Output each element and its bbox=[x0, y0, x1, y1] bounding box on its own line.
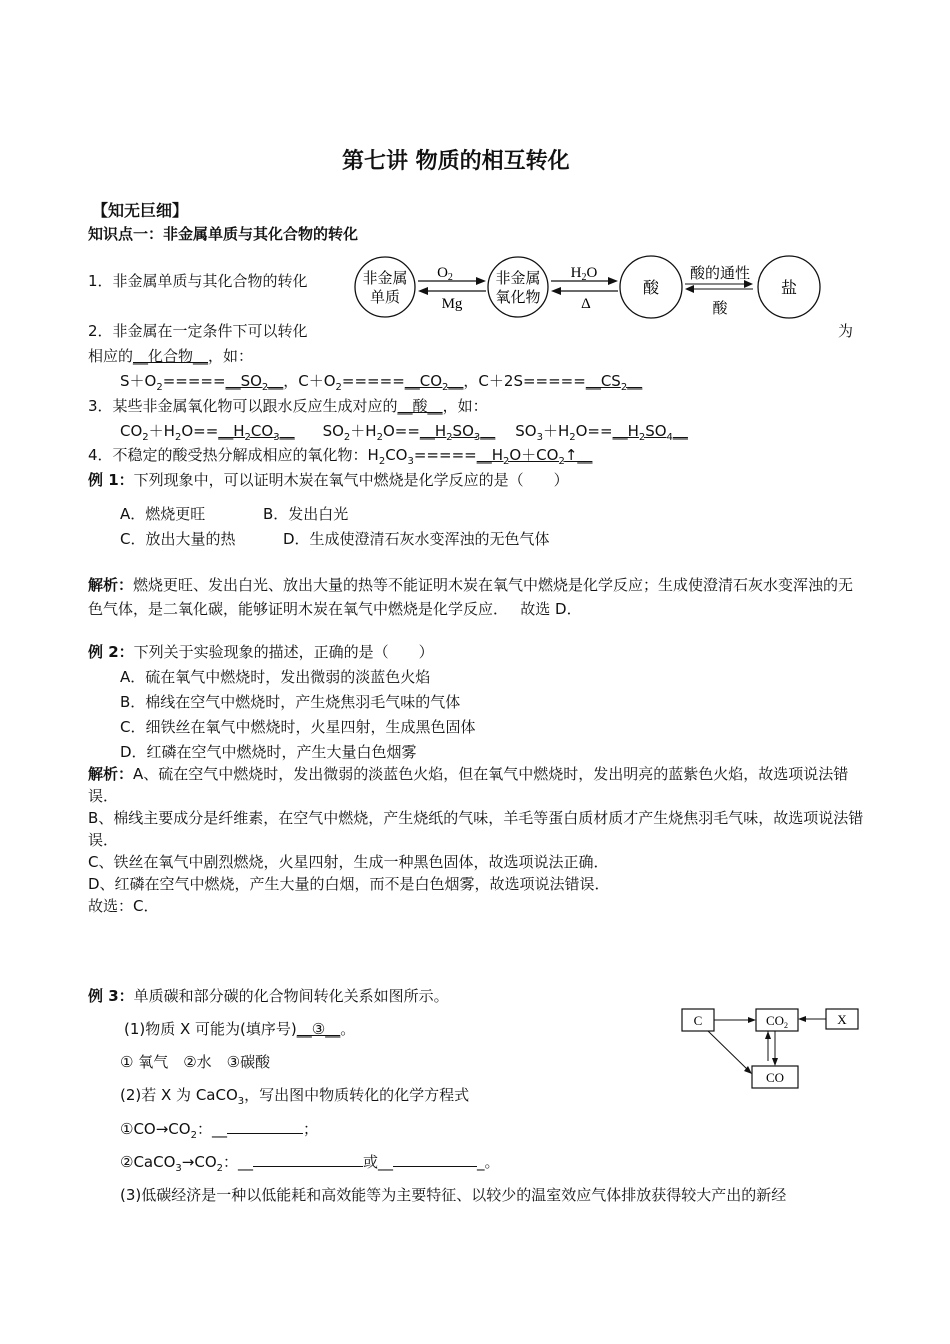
example-3-question: 例 3：单质碳和部分碳的化合物间转化关系如图所示。 bbox=[88, 987, 449, 1005]
box-label: C bbox=[693, 1013, 703, 1028]
box-label: $CO_2$ bbox=[765, 1013, 789, 1030]
node-label: 非金属 bbox=[362, 269, 408, 287]
conversion-diagram bbox=[352, 253, 827, 323]
example-2-question: 例 2：下列关于实验现象的描述，正确的是（ ） bbox=[88, 643, 434, 661]
item-2-text: 2．非金属在一定条件下可以转化 bbox=[88, 322, 308, 340]
ex3-part-2: (2)若 X 为 CaCO$_3$，写出图中物质转化的化学方程式 bbox=[120, 1086, 470, 1107]
ex3-options: ① 氧气 ②水 ③碳酸 bbox=[120, 1053, 271, 1071]
option-b: B．棉线在空气中燃烧时，产生烧焦羽毛气味的气体 bbox=[120, 693, 461, 711]
answer-blank[interactable] bbox=[393, 1152, 477, 1167]
answer-h2so4: $\_\_H_2SO_4\_\_$ bbox=[612, 422, 688, 443]
option-c: C．细铁丝在氧气中燃烧时，火星四射，生成黑色固体 bbox=[120, 718, 476, 736]
knowledge-point-title: 知识点一：非金属单质与其化合物的转化 bbox=[88, 225, 359, 243]
example-2-solution bbox=[88, 763, 868, 917]
equations-row-2: $CO_2+H_2O==\_\_H_2CO_3\_\_$ $SO_2+H_2O==\_\_H_2SO_3\_\_$ $SO_3+H_2O==\_\_H_2SO_4\_\_$ bbox=[120, 422, 688, 443]
edge-label-o2: $O_2$ bbox=[437, 265, 453, 283]
item-2-continuation bbox=[88, 346, 253, 366]
edge-label-mg: Mg bbox=[441, 296, 463, 312]
solution-b: B、棉线主要成分是纤维素，在空气中燃烧，产生烧纸的气味，羊毛等蛋白质材质才产生烧焦羽毛气味，故选项说法错误． bbox=[88, 809, 864, 849]
edge-label-h2o: $H_2O$ bbox=[570, 265, 598, 283]
answer-co2: $\_\_CO_2\_\_$ bbox=[404, 372, 464, 393]
section-heading: 【知无巨细】 bbox=[92, 201, 189, 220]
solution-c: C、铁丝在氧气中剧烈燃烧，火星四射，生成一种黑色固体，故选项说法正确． bbox=[88, 853, 609, 871]
edge-label-heat: Δ bbox=[581, 296, 591, 312]
answer-h2co3: $\_\_H_2CO_3\_\_$ bbox=[218, 422, 295, 443]
edge-label-acid-property: 酸的通性 bbox=[689, 264, 751, 282]
answer-blank[interactable] bbox=[253, 1152, 363, 1167]
page-title: 第七讲 物质的相互转化 bbox=[342, 149, 570, 174]
node-nonmetal-oxide bbox=[488, 257, 548, 317]
edge-label-acid: 酸 bbox=[712, 299, 728, 317]
item-2-tail: 为 bbox=[838, 322, 854, 340]
box-label: X bbox=[837, 1012, 847, 1027]
node-label: 非金属 bbox=[495, 269, 541, 287]
text: 相应的 bbox=[88, 347, 134, 365]
node-label: 酸 bbox=[642, 278, 660, 297]
answer-compound: __化合物__ bbox=[133, 347, 209, 365]
box-label: CO bbox=[765, 1070, 785, 1085]
node-label: 盐 bbox=[780, 278, 798, 297]
option-d: D．红磷在空气中燃烧时，产生大量白色烟雾 bbox=[120, 743, 417, 761]
solution-d: D、红磷在空气中燃烧，产生大量的白烟，而不是白色烟雾，故选项说法错误． bbox=[88, 875, 610, 893]
answer-h2o-co2: $\_\_H_2O+CO_2↑\_\_$ bbox=[476, 446, 593, 467]
ex3-part-3: (3)低碳经济是一种以低能耗和高效能等为主要特征、以较少的温室效应气体排放获得较大产出的新经 bbox=[120, 1186, 787, 1204]
solution-answer: 故选：C． bbox=[88, 897, 159, 915]
ex3-reaction-2: $②CaCO_3\to CO_2$：__ 或__ _。 bbox=[120, 1153, 500, 1174]
item-4-text: 4．不稳定的酸受热分解成相应的氧化物：$H_2CO_3=====\_\_H_2O+CO_2↑\_\_$ bbox=[88, 446, 593, 467]
example-1-solution: 解析：燃烧更旺、发出白光、放出大量的热等不能证明木炭在氧气中燃烧是化学反应；生成使澄清石灰水变浑浊的无色气体，是二氧化碳，能够证明木炭在氧气中燃烧是化学反应． 故选 D． bbox=[88, 576, 854, 618]
carbon-conversion-diagram bbox=[680, 1005, 862, 1093]
option-a: A．硫在氧气中燃烧时，发出微弱的淡蓝色火焰 bbox=[120, 668, 431, 686]
item-1-text: 1．非金属单质与其化合物的转化 bbox=[88, 272, 308, 290]
node-label: 单质 bbox=[369, 288, 401, 306]
text: ，如： bbox=[208, 347, 254, 365]
answer-so2: $\_\_SO_2\_\_$ bbox=[225, 372, 284, 393]
answer-blank[interactable] bbox=[227, 1119, 303, 1134]
equations-row-1: $S+O_2=====\_\_SO_2\_\_$，$C+O_2=====\_\_CO_2\_\_$，$C+2S=====\_\_CS_2\_\_$ bbox=[120, 372, 643, 393]
ex3-reaction-1: $①CO\to CO_2$：__ ； bbox=[120, 1120, 318, 1141]
option-b: B．发出白光 bbox=[263, 505, 349, 523]
answer-cs2: $\_\_CS_2\_\_$ bbox=[585, 372, 643, 393]
option-c: C．放出大量的热 bbox=[120, 530, 236, 548]
answer-acid: __酸__ bbox=[397, 397, 443, 415]
solution-a: 解析：A、硫在空气中燃烧时，发出微弱的淡蓝色火焰，但在氧气中燃烧时，发出明亮的蓝紫色火焰，故选项说法错误． bbox=[88, 765, 849, 805]
option-d: D．生成使澄清石灰水变浑浊的无色气体 bbox=[283, 530, 550, 548]
ex3-part-1: (1)物质 X 可能为(填序号)__③__。 bbox=[124, 1020, 356, 1038]
node-nonmetal-element bbox=[355, 257, 415, 317]
node-label: 氧化物 bbox=[495, 288, 541, 306]
example-1-question: 例 1：下列现象中，可以证明木炭在氧气中燃烧是化学反应的是（ ） bbox=[88, 471, 569, 489]
option-a: A．燃烧更旺 bbox=[120, 505, 206, 523]
item-3-text: 3．某些非金属氧化物可以跟水反应生成对应的__酸__，如： bbox=[88, 397, 488, 415]
answer-x: __③__ bbox=[296, 1020, 341, 1038]
answer-h2so3: $\_\_H_2SO_3\_\_$ bbox=[419, 422, 496, 443]
